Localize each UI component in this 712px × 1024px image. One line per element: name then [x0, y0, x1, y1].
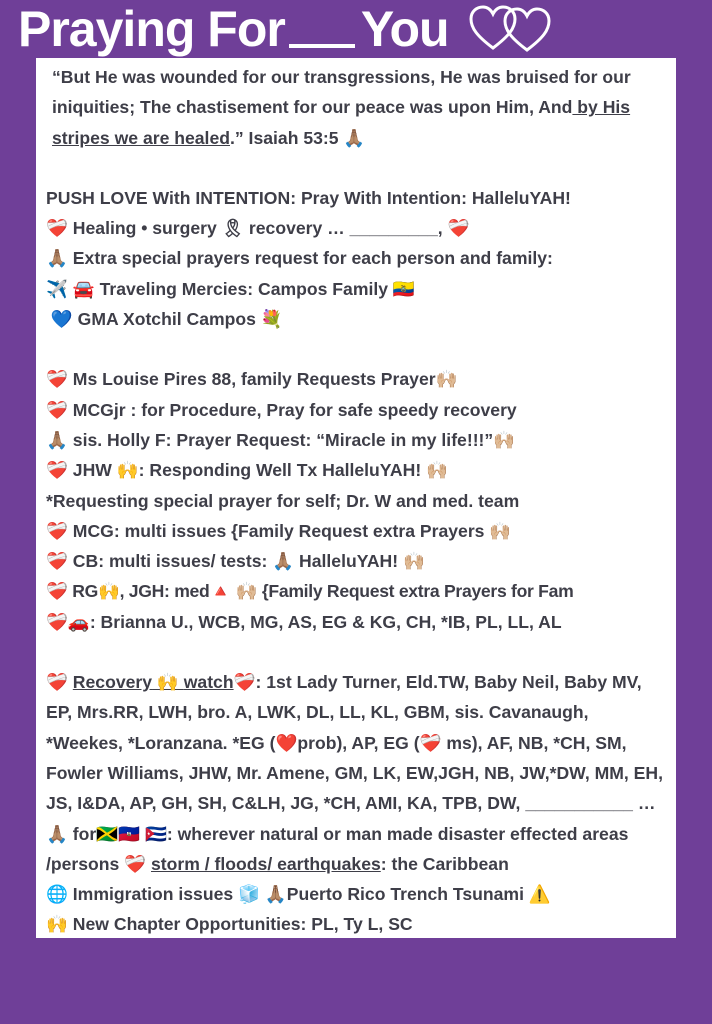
list-item: 🌐 Immigration issues 🧊 🙏🏽Puerto Rico Trench Tsunami ⚠️: [46, 884, 551, 905]
list-item: ❤️‍🩹 MCG: multi issues {Family Request extra Prayers 🙌🏼: [46, 520, 512, 541]
title-blank-line: [289, 44, 355, 48]
list-item: ❤️‍🩹 CB: multi issues/ tests: 🙏🏽 HalleluYAH! 🙌🏼: [46, 551, 425, 572]
list-item: ❤️‍🩹🚗: Brianna U., WCB, MG, AS, EG & KG, CH, *IB, PL, LL, AL: [46, 611, 562, 632]
heart-bandage-icon: ❤️‍🩹: [46, 672, 73, 693]
disaster-paragraph: [46, 819, 668, 880]
raised-hands-icon: 🙌: [152, 672, 184, 693]
list-item: ✈️ 🚘 Traveling Mercies: Campos Family 🇪🇨: [46, 278, 415, 299]
list-item: ❤️‍🩹 RG🙌, JGH: med🔺 🙌🏼 {Family Request extra Prayers for Fam: [46, 581, 574, 602]
recovery-label: Recovery: [72, 672, 153, 693]
spacer: [46, 334, 668, 364]
list-item: 💙 GMA Xotchil Campos 💐: [46, 309, 283, 330]
list-item: 🙏🏽 sis. Holly F: Prayer Request: “Miracle in my life!!!”🙌🏼: [46, 429, 516, 450]
verse-underlined: by His stripes we are healed: [52, 97, 631, 148]
disaster-region: : the Caribbean: [380, 853, 509, 874]
page-title: [18, 0, 555, 58]
list-item: ❤️‍🩹 Ms Louise Pires 88, family Requests Prayer🙌🏼: [46, 369, 458, 390]
verse-text: “But He was wounded for our transgressions, He was bruised for our iniquities; The chastisement for our peace was upon Him, And: [52, 67, 631, 118]
list-item: ❤️‍🩹 MCGjr : for Procedure, Pray for safe speedy recovery: [46, 399, 517, 420]
list-item: 🙏🏽 Extra special prayers request for each person and family:: [46, 248, 553, 269]
disaster-underlined: storm / floods/ earthquakes: [151, 853, 381, 874]
title-you: You: [360, 1, 449, 57]
list-item: *Requesting special prayer for self; Dr. W and med. team: [46, 490, 520, 511]
recovery-names: ❤️‍🩹: 1st Lady Turner, Eld.TW, Baby Neil, Baby MV, EP, Mrs.RR, LWH, bro. A, LWK, DL, LL, KL, GBM, sis. Cavanaugh, *Weekes, *Loranzana. *EG (❤️prob), AP, EG (❤️‍🩹 ms), AF, NB, *CH, SM, Fowler Williams, JHW, Mr. Amene, GM, LK, EW,JGH, NB, JW,*DW, MM, EH, JS, I&DA, AP, GH, SH, C&LH, JG, *CH, AMI, KA, TPB, DW, ___________ …: [46, 672, 664, 814]
spacer: [46, 153, 668, 183]
scripture-verse: [46, 62, 668, 153]
list-item: 🙌 New Chapter Opportunities: PL, Ty L, SC: [46, 914, 413, 935]
title-praying-for: Praying For: [18, 1, 285, 57]
recovery-watch-paragraph: [46, 667, 668, 818]
watch-label: watch: [183, 672, 234, 693]
list-item: ❤️‍🩹 JHW 🙌: Responding Well Tx HalleluYAH! 🙌🏼: [46, 460, 448, 481]
list-item: ❤️‍🩹 Healing • surgery 🎗 recovery … _________, ❤️‍🩹: [46, 218, 470, 239]
verse-reference: .” Isaiah 53:5 🙏🏽: [229, 127, 366, 148]
push-love-line: PUSH LOVE With INTENTION: Pray With Intention: HalleluYAH!: [46, 187, 571, 208]
disaster-text: 🙏🏽 for🇯🇲🇭🇹 🇨🇺: wherever natural or man made disaster effected areas /persons ❤️‍🩹: [46, 823, 629, 874]
prayer-list-content: [36, 58, 676, 938]
double-heart-outline-icon: [469, 4, 555, 54]
spacer: [46, 637, 668, 667]
prayer-list-card: [36, 58, 676, 938]
